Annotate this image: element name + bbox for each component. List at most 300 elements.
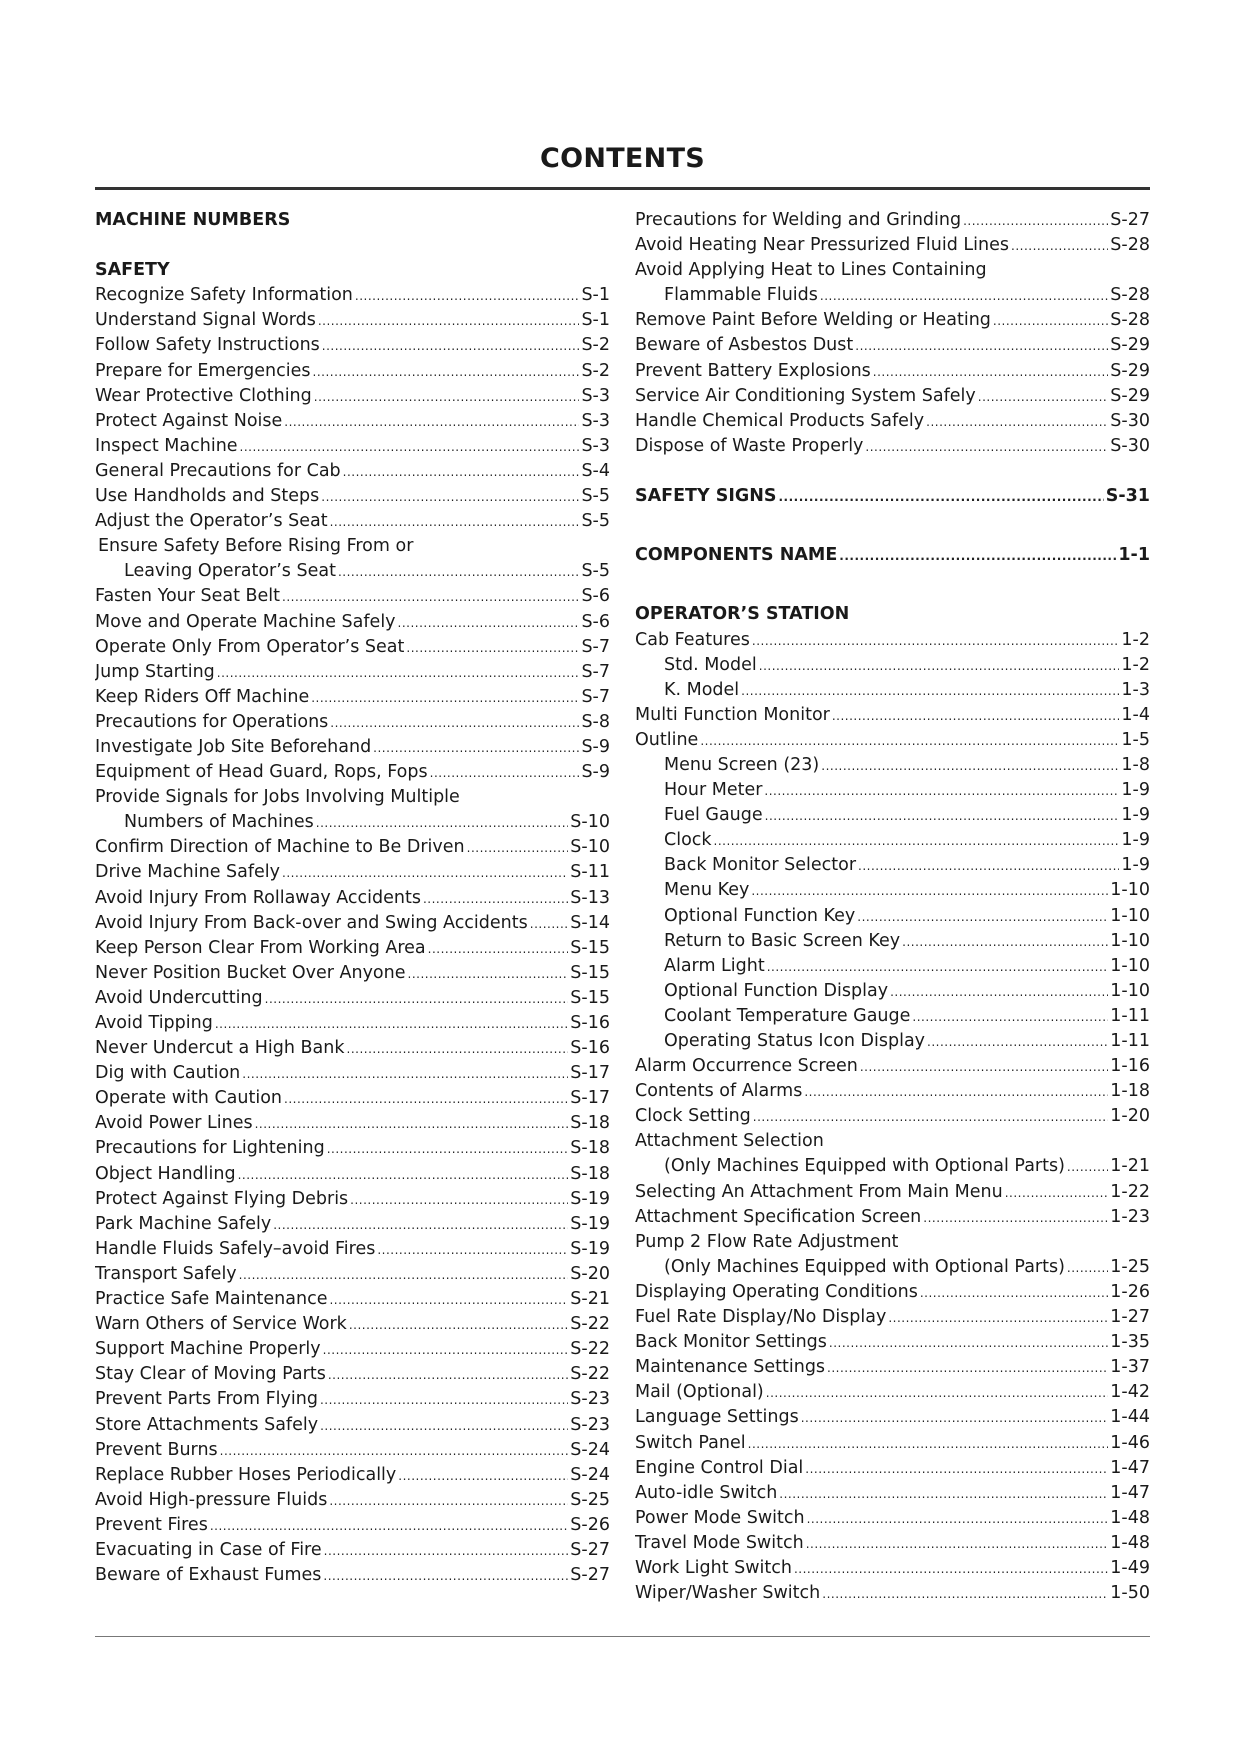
toc-entry[interactable] (635, 308, 1150, 333)
dot-leader (752, 629, 1120, 653)
dot-leader (1005, 1181, 1109, 1205)
toc-entry[interactable] (95, 1438, 610, 1463)
toc-entry-page: S-23 (570, 1389, 610, 1410)
toc-entry-page: 1-18 (1110, 1081, 1150, 1102)
toc-entry-page: S-28 (1110, 235, 1150, 256)
dot-leader (321, 485, 579, 509)
toc-entry[interactable] (95, 1563, 610, 1588)
toc-entry-page: S-9 (581, 762, 610, 783)
dot-leader (829, 1331, 1108, 1355)
toc-entry-title: Mail (Optional) (635, 1382, 764, 1403)
toc-entry-page: S-28 (1110, 310, 1150, 331)
dot-leader (330, 711, 579, 735)
toc-entry[interactable] (95, 1538, 610, 1563)
toc-entry[interactable] (95, 308, 610, 333)
toc-entry[interactable] (635, 878, 1150, 903)
dot-leader (330, 510, 580, 534)
toc-entry-title: Precautions for Welding and Grinding (635, 210, 962, 230)
toc-entry-title: Confirm Direction of Machine to Be Driven (95, 837, 465, 858)
toc-entry[interactable] (635, 1129, 1150, 1154)
dot-leader (751, 879, 1108, 903)
toc-entry[interactable] (95, 710, 610, 735)
dot-leader (855, 334, 1108, 358)
page-title: CONTENTS (539, 143, 706, 174)
toc-entry[interactable] (635, 1180, 1150, 1205)
dot-leader (377, 1238, 568, 1262)
dot-leader (314, 385, 580, 409)
toc-entry[interactable] (635, 728, 1150, 753)
toc-entry[interactable] (95, 1036, 610, 1061)
toc-entry-title: Follow Safety Instructions (95, 335, 320, 356)
toc-entry[interactable] (635, 1255, 1150, 1280)
toc-entry-title: Operate with Caution (95, 1088, 283, 1109)
toc-entry-page: S-14 (570, 912, 610, 933)
toc-entry-page: S-29 (1110, 385, 1150, 406)
toc-entry[interactable] (95, 1136, 610, 1161)
toc-entry-page: S-9 (581, 736, 610, 757)
toc-entry[interactable] (95, 810, 610, 835)
dot-leader (807, 1507, 1109, 1531)
toc-entry-page: S-13 (570, 887, 610, 908)
toc-entry-page: 1-10 (1110, 930, 1150, 951)
toc-entry[interactable] (95, 359, 610, 384)
toc-entry-title: Optional Function Key (664, 905, 856, 926)
toc-entry-title: Handle Fluids Safely–avoid Fires (95, 1238, 376, 1259)
toc-entry-title: Clock (664, 830, 712, 851)
dot-leader (313, 360, 580, 384)
toc-entry-title: Work Light Switch (635, 1557, 792, 1578)
toc-entry-page: S-19 (570, 1213, 610, 1234)
toc-entry-title: Clock Setting (635, 1106, 751, 1127)
dot-leader (857, 905, 1108, 929)
toc-entry[interactable] (635, 1531, 1150, 1556)
toc-entry-page: S-2 (581, 335, 610, 356)
spacer (95, 233, 610, 258)
toc-entry-page: 1-44 (1110, 1407, 1150, 1428)
toc-entry-page: 1-16 (1110, 1056, 1150, 1077)
dot-leader (327, 1137, 569, 1161)
dot-leader (215, 1012, 568, 1036)
toc-entry[interactable] (635, 954, 1150, 979)
toc-entry[interactable] (635, 904, 1150, 929)
toc-entry-page: 1-10 (1110, 880, 1150, 901)
toc-entry-page: S-3 (581, 410, 610, 431)
toc-entry[interactable] (95, 886, 610, 911)
dot-leader (858, 854, 1119, 878)
toc-entry-page: S-30 (1110, 410, 1150, 431)
toc-entry-title: Fuel Gauge (664, 805, 763, 826)
toc-entry[interactable] (95, 1488, 610, 1513)
toc-entry-title: Inspect Machine (95, 435, 238, 456)
dot-leader (923, 1206, 1108, 1230)
toc-entry[interactable] (95, 936, 610, 961)
toc-entry-title: Avoid Undercutting (95, 987, 263, 1008)
section-heading-safety[interactable]: SAFETY (95, 260, 170, 281)
spacer (635, 459, 1150, 484)
dot-leader (240, 435, 580, 459)
toc-entry-page: 1-2 (1121, 629, 1150, 650)
toc-entry[interactable] (635, 1104, 1150, 1129)
toc-entry-title: Avoid Injury From Rollaway Accidents (95, 887, 421, 908)
dot-leader (766, 1381, 1109, 1405)
toc-entry-page: S-29 (1110, 335, 1150, 356)
toc-entry[interactable] (95, 1513, 610, 1538)
toc-entry-page: 1-35 (1110, 1332, 1150, 1353)
toc-entry-page: S-27 (570, 1539, 610, 1560)
operators-station-entry-list (635, 628, 1150, 1607)
toc-entry-page: 1-9 (1121, 805, 1150, 826)
section-entry-safety-signs[interactable]: SAFETY SIGNS ..... S-31 (635, 484, 1150, 509)
toc-entry-title: Practice Safe Maintenance (95, 1289, 328, 1310)
dot-leader (408, 962, 569, 986)
toc-entry[interactable] (635, 1305, 1150, 1330)
toc-entry[interactable] (95, 1162, 610, 1187)
toc-entry-title: Engine Control Dial (635, 1457, 804, 1478)
toc-entry-page: S-3 (581, 435, 610, 456)
spacer (635, 518, 1150, 543)
toc-entry-page: 1-23 (1110, 1206, 1150, 1227)
toc-entry-title: Menu Screen (23) (664, 754, 820, 775)
dot-leader (993, 309, 1108, 333)
toc-entry-title: Dispose of Waste Properly (635, 435, 864, 456)
toc-entry[interactable] (635, 1556, 1150, 1581)
dot-leader (1067, 1155, 1108, 1179)
toc-entry-page: S-15 (570, 987, 610, 1008)
toc-entry[interactable] (635, 1154, 1150, 1179)
toc-entry[interactable] (95, 685, 610, 710)
toc-entry-page: S-1 (581, 310, 610, 331)
dot-leader (255, 1112, 569, 1136)
toc-entry-title: Selecting An Attachment From Main Menu (635, 1181, 1003, 1202)
toc-entry-page: S-16 (570, 1013, 610, 1033)
toc-entry[interactable] (95, 559, 610, 584)
toc-entry[interactable] (95, 409, 610, 434)
toc-entry-title: Jump Starting (95, 661, 215, 682)
toc-entry-page: 1-47 (1110, 1457, 1150, 1478)
toc-entry-title: Handle Chemical Products Safely (635, 410, 925, 431)
toc-entry[interactable] (635, 678, 1150, 703)
toc-entry-page: 1-21 (1110, 1156, 1150, 1177)
spacer (635, 568, 1150, 577)
toc-entry[interactable] (95, 1387, 610, 1412)
toc-entry[interactable] (95, 459, 610, 484)
toc-entry-page: 1-48 (1110, 1507, 1150, 1528)
dot-leader (428, 937, 569, 961)
dot-leader (1011, 234, 1108, 258)
toc-entry[interactable] (635, 208, 1150, 233)
dot-leader (406, 636, 579, 660)
toc-entry-title: Avoid High-pressure Fluids (95, 1489, 328, 1510)
toc-entry[interactable] (635, 434, 1150, 459)
toc-entry[interactable] (95, 1187, 610, 1212)
toc-entry[interactable] (635, 778, 1150, 803)
toc-entry-title: Dig with Caution (95, 1063, 241, 1084)
dot-leader (320, 1388, 568, 1412)
toc-entry-title: Std. Model (664, 654, 757, 675)
toc-entry[interactable] (635, 653, 1150, 678)
toc-entry[interactable] (95, 1237, 610, 1262)
dot-leader (217, 661, 580, 685)
toc-entry-title: Object Handling (95, 1163, 236, 1184)
toc-entry[interactable] (95, 1362, 610, 1387)
toc-entry[interactable] (635, 1004, 1150, 1029)
dot-leader (324, 1539, 569, 1563)
toc-entry-title: Replace Rubber Hoses Periodically (95, 1464, 397, 1485)
toc-entry[interactable] (95, 1212, 610, 1237)
toc-entry[interactable] (95, 1111, 610, 1136)
toc-entry[interactable] (635, 359, 1150, 384)
toc-entry-page: 1-27 (1110, 1307, 1150, 1328)
section-heading-operators-station[interactable]: OPERATOR’S STATION (635, 604, 850, 625)
toc-entry-title: Return to Basic Screen Key (664, 930, 901, 951)
toc-entry-page: S-22 (570, 1339, 610, 1360)
toc-entry-page: S-20 (570, 1263, 610, 1284)
toc-entry[interactable] (635, 753, 1150, 778)
toc-entry-page: S-7 (581, 686, 610, 707)
toc-entry-page: S-24 (570, 1439, 610, 1460)
dot-leader (265, 987, 569, 1011)
toc-entry-page: S-18 (570, 1113, 610, 1134)
toc-entry-title: Auto-idle Switch (635, 1482, 778, 1503)
toc-entry-page: S-6 (581, 586, 610, 607)
dot-leader (398, 611, 580, 635)
toc-entry-page: 1-47 (1110, 1482, 1150, 1503)
toc-entry[interactable] (95, 534, 610, 559)
toc-entry-title: Stay Clear of Moving Parts (95, 1364, 326, 1385)
toc-entry-page: S-16 (570, 1038, 610, 1059)
toc-entry-page: S-29 (1110, 360, 1150, 381)
dot-leader (398, 1464, 568, 1488)
toc-entry-title: Avoid Heating Near Pressurized Fluid Lines (635, 235, 1009, 256)
toc-entry-title: Provide Signals for Jobs Involving Multiple (95, 787, 460, 808)
toc-entry-title: Wiper/Washer Switch (635, 1583, 821, 1604)
dot-leader (1067, 1256, 1108, 1280)
toc-entry[interactable] (635, 1431, 1150, 1456)
toc-entry[interactable] (635, 803, 1150, 828)
dot-leader (322, 334, 580, 358)
toc-entry-page: 1-4 (1121, 704, 1150, 725)
toc-entry-page: 1-48 (1110, 1532, 1150, 1553)
toc-entry-title: (Only Machines Equipped with Optional Parts) (664, 1256, 1065, 1277)
toc-entry[interactable] (635, 384, 1150, 409)
toc-entry[interactable] (95, 911, 610, 936)
toc-entry-page: S-2 (581, 360, 610, 381)
dot-leader (753, 1105, 1109, 1129)
toc-entry-title: Never Undercut a High Bank (95, 1038, 345, 1059)
section-heading-machine-numbers[interactable]: MACHINE NUMBERS (95, 210, 291, 230)
toc-entry[interactable] (95, 660, 610, 685)
toc-entry[interactable] (635, 628, 1150, 653)
toc-entry-title: Prepare for Emergencies (95, 360, 311, 381)
toc-entry[interactable] (635, 979, 1150, 1004)
dot-leader (467, 836, 569, 860)
toc-entry-title: Operate Only From Operator’s Seat (95, 636, 405, 657)
toc-entry[interactable] (95, 434, 610, 459)
dot-leader (927, 1030, 1108, 1054)
toc-entry[interactable] (95, 1312, 610, 1337)
dot-leader (210, 1514, 568, 1538)
toc-entry-page: 1-11 (1110, 1031, 1150, 1051)
toc-entry-title: Ensure Safety Before Rising From or (98, 536, 414, 557)
toc-entry-page: S-30 (1110, 435, 1150, 456)
toc-entry[interactable] (95, 283, 610, 308)
toc-entry[interactable] (635, 1079, 1150, 1104)
toc-entry[interactable] (95, 610, 610, 635)
toc-entry-title: Back Monitor Settings (635, 1332, 827, 1353)
toc-entry[interactable] (95, 1463, 610, 1488)
toc-entry[interactable] (635, 1506, 1150, 1531)
toc-entry-page: S-17 (570, 1088, 610, 1109)
toc-entry-title: Multi Function Monitor (635, 704, 830, 725)
toc-entry-title: Store Attachments Safely (95, 1414, 319, 1435)
toc-entry[interactable] (635, 703, 1150, 728)
dot-leader (741, 679, 1119, 703)
toc-entry-title: Fuel Rate Display/No Display (635, 1307, 887, 1328)
toc-entry-title: Alarm Light (664, 955, 765, 976)
dot-leader (700, 729, 1119, 753)
toc-entry-page: S-7 (581, 636, 610, 657)
dot-leader (220, 1439, 569, 1463)
dot-leader (284, 1087, 568, 1111)
toc-entry[interactable] (95, 760, 610, 785)
toc-entry-title: Fasten Your Seat Belt (95, 586, 281, 607)
toc-entry[interactable] (95, 333, 610, 358)
toc-entry[interactable] (95, 1413, 610, 1438)
toc-entry[interactable] (95, 835, 610, 860)
dot-leader (323, 1564, 568, 1588)
toc-entry[interactable] (635, 1280, 1150, 1305)
toc-entry[interactable] (635, 929, 1150, 954)
toc-entry-title: Displaying Operating Conditions (635, 1281, 918, 1302)
toc-entry-title: Flammable Fluids (664, 285, 818, 306)
toc-entry-title: Keep Riders Off Machine (95, 686, 310, 707)
toc-entry[interactable] (635, 1029, 1150, 1054)
toc-entry-title: K. Model (664, 679, 740, 700)
toc-entry-title: Equipment of Head Guard, Rops, Fops (95, 762, 428, 783)
toc-entry-page: 1-46 (1110, 1432, 1150, 1453)
toc-entry[interactable] (635, 1054, 1150, 1079)
toc-entry[interactable] (95, 860, 610, 885)
toc-entry-title: Cab Features (635, 629, 750, 650)
toc-entry[interactable] (635, 258, 1150, 283)
toc-entry[interactable] (635, 1330, 1150, 1355)
toc-entry[interactable] (635, 828, 1150, 853)
toc-entry[interactable] (635, 409, 1150, 434)
toc-entry-page: 1-50 (1110, 1583, 1150, 1604)
toc-entry-page: S-6 (581, 611, 610, 632)
toc-entry[interactable] (95, 1337, 610, 1362)
toc-entry[interactable] (95, 1262, 610, 1287)
toc-entry-page: S-17 (570, 1063, 610, 1084)
dot-leader (779, 1482, 1108, 1506)
toc-entry-title: Hour Meter (664, 780, 763, 801)
dot-leader (888, 1306, 1108, 1330)
dot-leader (714, 829, 1120, 853)
toc-entry[interactable] (635, 1355, 1150, 1380)
toc-entry[interactable] (635, 283, 1150, 308)
toc-entry[interactable] (95, 584, 610, 609)
toc-entry[interactable] (635, 233, 1150, 258)
toc-entry[interactable] (635, 1456, 1150, 1481)
toc-entry-title: Beware of Asbestos Dust (635, 335, 854, 356)
toc-entry[interactable] (635, 1205, 1150, 1230)
toc-entry[interactable] (95, 735, 610, 760)
toc-entry[interactable] (635, 1481, 1150, 1506)
toc-entry-page: S-7 (581, 661, 610, 682)
title-rule (95, 187, 1150, 190)
toc-entry[interactable] (95, 961, 610, 986)
toc-entry[interactable] (635, 1230, 1150, 1255)
dot-leader (311, 686, 579, 710)
toc-entry[interactable] (95, 635, 610, 660)
toc-entry-page: 1-9 (1121, 855, 1150, 876)
toc-entry-title: Pump 2 Flow Rate Adjustment (635, 1231, 899, 1252)
dot-leader (963, 209, 1108, 233)
toc-entry-title: Prevent Battery Explosions (635, 360, 871, 381)
dot-leader (827, 1356, 1108, 1380)
toc-entry-title: Switch Panel (635, 1432, 746, 1453)
toc-entry[interactable] (95, 785, 610, 810)
toc-entry-title: Use Handholds and Steps (95, 486, 320, 507)
toc-entry-title: Understand Signal Words (95, 310, 316, 331)
dot-leader (801, 1406, 1109, 1430)
toc-entry-title: Investigate Job Site Beforehand (95, 736, 372, 757)
dot-leader (323, 1338, 569, 1362)
toc-entry[interactable] (635, 333, 1150, 358)
dot-leader (902, 930, 1108, 954)
toc-entry[interactable] (95, 1086, 610, 1111)
spacer (635, 509, 1150, 518)
dot-leader (355, 284, 580, 308)
dot-leader (242, 1062, 568, 1086)
toc-entry[interactable] (635, 1380, 1150, 1405)
toc-entry[interactable] (95, 509, 610, 534)
toc-entry-page: 1-2 (1121, 654, 1150, 675)
toc-entry-title: Beware of Exhaust Fumes (95, 1565, 322, 1586)
dot-leader (316, 811, 569, 835)
toc-entry[interactable] (95, 1287, 610, 1312)
toc-entry[interactable] (635, 1581, 1150, 1606)
dot-leader (349, 1313, 568, 1337)
toc-entry[interactable] (95, 384, 610, 409)
dot-leader (423, 887, 568, 911)
toc-entry[interactable] (95, 1011, 610, 1036)
dot-leader (759, 654, 1120, 678)
safety-entry-list (95, 283, 610, 1588)
dot-leader (804, 1080, 1108, 1104)
dot-leader (912, 1005, 1108, 1029)
safety-entry-list-continued (635, 208, 1150, 459)
toc-entry-page: 1-25 (1110, 1256, 1150, 1277)
toc-entry[interactable] (95, 1061, 610, 1086)
toc-entry[interactable] (635, 853, 1150, 878)
toc-entry[interactable] (95, 986, 610, 1011)
toc-entry[interactable] (635, 1405, 1150, 1430)
toc-entry-title: (Only Machines Equipped with Optional Parts) (664, 1156, 1065, 1177)
toc-entry-page: S-18 (570, 1163, 610, 1184)
section-entry-components-name[interactable]: COMPONENTS NAME ..... 1-1 (635, 543, 1150, 568)
dot-leader (806, 1532, 1109, 1556)
toc-entry-page: 1-10 (1110, 955, 1150, 976)
toc-entry-title: Avoid Tipping (95, 1013, 213, 1033)
toc-entry-page: 1-37 (1110, 1357, 1150, 1378)
dot-leader (343, 460, 580, 484)
toc-entry-page: S-10 (570, 812, 610, 833)
dot-leader (282, 585, 579, 609)
toc-entry-page: 1-8 (1121, 754, 1150, 775)
toc-entry[interactable] (95, 484, 610, 509)
toc-entry-title: Support Machine Properly (95, 1339, 321, 1360)
